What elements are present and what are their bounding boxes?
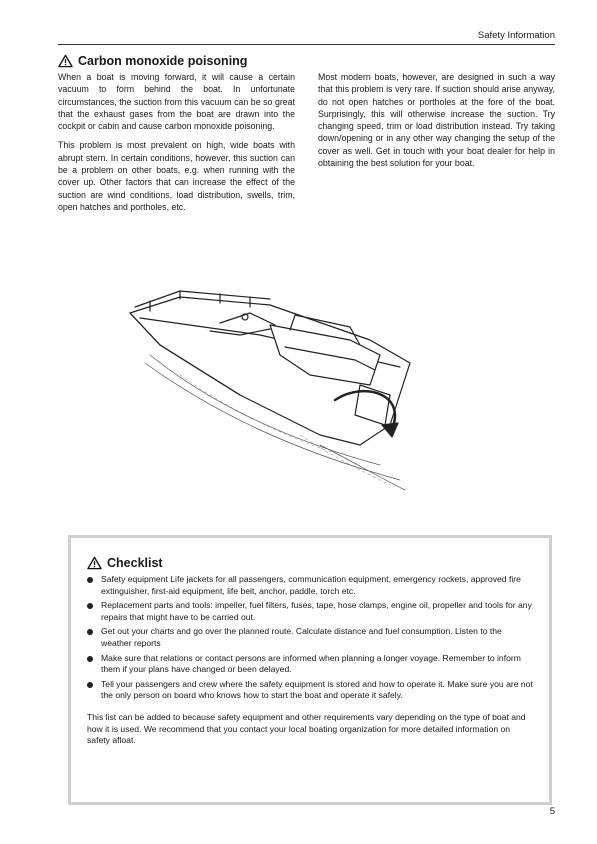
paragraph: When a boat is moving forward, it will cause a certain vacuum to form behind the boat. In unfortunate circumstances, the suction from this vacuum can be so great that the exhaust gases from the boat are drawn into the cockpit or cabin and cause carbon monoxide poisoning. bbox=[58, 72, 295, 132]
checklist-box bbox=[68, 535, 552, 805]
warning-icon bbox=[87, 556, 102, 570]
list-item-text: Tell your passengers and crew where the safety equipment is stored and how to operate it. Make sure you are not the only person on board who knows how to start the boat and operate it safely. bbox=[101, 678, 533, 701]
bullet-icon bbox=[87, 603, 93, 609]
right-column bbox=[318, 71, 555, 220]
list-item-text: Safety equipment Life jackets for all passengers, communication equipment, emergency rockets, approved fire extinguisher, first-aid equipment, life belt, anchor, paddle, torch etc. bbox=[101, 574, 521, 596]
list-item bbox=[87, 679, 533, 702]
checklist-heading bbox=[87, 556, 533, 570]
paragraph: Most modern boats, however, are designed in such a way that this problem is very rare. If suction should arise anyway, do not open hatches or portholes at the fore of the boat. Surprisingly, this will otherwise increase the suction. Try changing speed, trim or load distribution instead. Try taking down/opening or in any other way changing the setup of the cover as well. Get in touch with your boat dealer for help in obtaining the best solution for your boat. bbox=[318, 72, 555, 169]
checklist-note: This list can be added to because safety equipment and other requirements vary depending on the type of boat and how it is used. We recommend that you contact your local boating organization for more detailed information on safety afloat. bbox=[87, 711, 526, 746]
bullet-icon bbox=[87, 682, 93, 688]
bullet-icon bbox=[87, 656, 93, 662]
left-column bbox=[58, 71, 295, 220]
paragraph: This problem is most prevalent on high, wide boats with abrupt stern. In certain conditions, however, this suction can be a problem on other boats, e.g. when running with the cover up. Other factors that can increase the effect of the suction are wind conditions, load distribution, swells, trim, open hatches and portholes, etc. bbox=[58, 140, 295, 212]
header-rule bbox=[58, 44, 555, 45]
boat-illustration bbox=[120, 285, 420, 495]
checklist-title: Checklist bbox=[107, 556, 163, 570]
warning-icon bbox=[58, 54, 73, 68]
page-number: 5 bbox=[549, 806, 555, 817]
section-heading bbox=[58, 54, 555, 68]
header-title: Safety Information bbox=[477, 30, 555, 41]
list-item bbox=[87, 574, 533, 597]
checklist-items bbox=[87, 574, 533, 702]
carbon-monoxide-section bbox=[58, 54, 555, 220]
list-item-text: Make sure that relations or contact persons are informed when planning a longer voyage. Remember to inform them if your plans have changed or been delayed. bbox=[101, 652, 521, 675]
list-item bbox=[87, 600, 533, 623]
list-item-text: Replacement parts and tools: impeller, fuel filters, fuses, tape, hose clamps, engine oil, propeller and tools for any repairs that might have to be carried out. bbox=[101, 600, 532, 622]
list-item-text: Get out your charts and go over the planned route. Calculate distance and fuel consumption. Listen to the weather reports bbox=[101, 626, 502, 648]
section-title: Carbon monoxide poisoning bbox=[78, 54, 248, 68]
bullet-icon bbox=[87, 629, 93, 635]
bullet-icon bbox=[87, 577, 93, 583]
list-item bbox=[87, 653, 533, 676]
list-item bbox=[87, 626, 533, 649]
